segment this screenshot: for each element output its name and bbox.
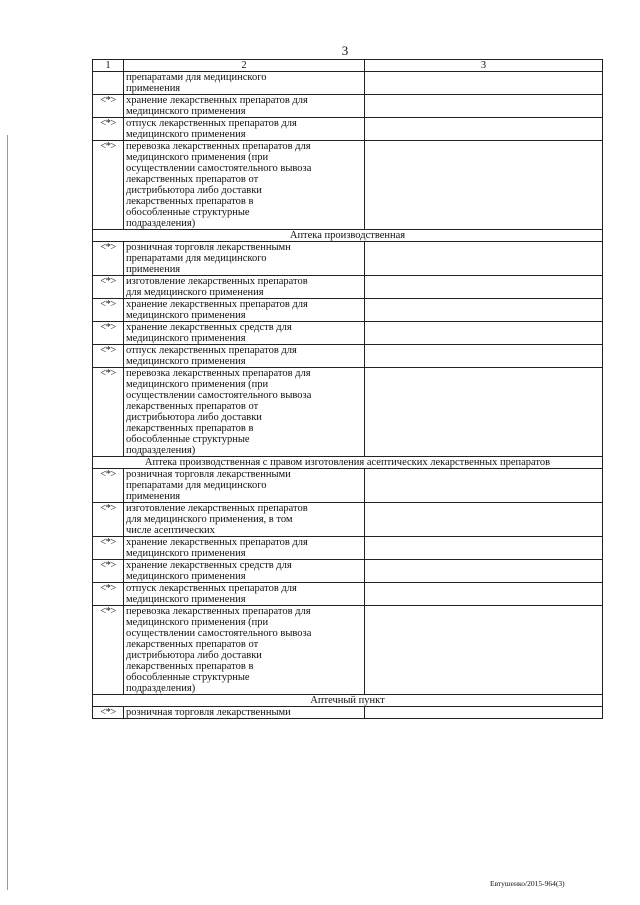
row-mark: <*>: [93, 469, 124, 503]
empty-cell: [365, 322, 603, 345]
row-mark: <*>: [93, 276, 124, 299]
row-mark: <*>: [93, 322, 124, 345]
empty-cell: [365, 276, 603, 299]
row-mark: <*>: [93, 583, 124, 606]
header-row: [93, 60, 603, 72]
table-row: [93, 276, 603, 299]
table-row: [93, 72, 603, 95]
empty-cell: [365, 242, 603, 276]
section-header-row: [93, 457, 603, 469]
table-row: [93, 95, 603, 118]
empty-cell: [365, 560, 603, 583]
activity-description: хранение лекарственных средств для медицинского применения: [124, 322, 365, 345]
activity-description: отпуск лекарственных препаратов для медицинского применения: [124, 583, 365, 606]
empty-cell: [365, 95, 603, 118]
table-row: [93, 707, 603, 719]
empty-cell: [365, 583, 603, 606]
row-mark: <*>: [93, 537, 124, 560]
activity-description: хранение лекарственных препаратов для медицинского применения: [124, 299, 365, 322]
table-row: [93, 560, 603, 583]
section-title: Аптечный пункт: [93, 695, 603, 707]
row-mark: <*>: [93, 242, 124, 276]
left-margin-line: [7, 135, 8, 890]
activity-description: хранение лекарственных средств для медицинского применения: [124, 560, 365, 583]
activity-description: хранение лекарственных препаратов для медицинского применения: [124, 95, 365, 118]
activity-description: розничная торговля лекарственными: [124, 707, 365, 719]
section-header-row: [93, 230, 603, 242]
activity-description: отпуск лекарственных препаратов для медицинского применения: [124, 345, 365, 368]
activity-description: препаратами для медицинского применения: [124, 72, 365, 95]
row-mark: <*>: [93, 606, 124, 695]
table-row: [93, 345, 603, 368]
table-row: [93, 141, 603, 230]
table-row: [93, 503, 603, 537]
activity-description: розничная торговля лекарственными препаратами для медицинского применения: [124, 469, 365, 503]
document-footer: Евтушенко/2015-964(3): [490, 879, 565, 888]
activity-description: изготовление лекарственных препаратов для медицинского применения: [124, 276, 365, 299]
activity-description: изготовление лекарственных препаратов для медицинского применения, в том числе асептических: [124, 503, 365, 537]
row-mark: <*>: [93, 707, 124, 719]
row-mark: <*>: [93, 299, 124, 322]
empty-cell: [365, 707, 603, 719]
activity-description: отпуск лекарственных препаратов для медицинского применения: [124, 118, 365, 141]
row-mark: [93, 72, 124, 95]
row-mark: <*>: [93, 95, 124, 118]
activity-description: перевозка лекарственных препаратов для медицинского применения (при осуществлении самостоятельного вывоза лекарственных препаратов от дистрибьютора либо доставки лекарственных препаратов в обособленные структурные подразделения): [124, 368, 365, 457]
row-mark: <*>: [93, 118, 124, 141]
table-row: [93, 368, 603, 457]
section-header-row: [93, 695, 603, 707]
column-header-2: 2: [124, 60, 365, 72]
empty-cell: [365, 299, 603, 322]
activity-description: розничная торговля лекарственнымн препаратами для медицинского применения: [124, 242, 365, 276]
empty-cell: [365, 72, 603, 95]
table-row: [93, 537, 603, 560]
table-row: [93, 242, 603, 276]
row-mark: <*>: [93, 141, 124, 230]
table-row: [93, 583, 603, 606]
table-row: [93, 606, 603, 695]
activity-description: перевозка лекарственных препаратов для медицинского применения (при осуществлении самостоятельного вывоза лекарственных препаратов от дистрибьютора либо доставки лекарственных препаратов в обособленные структурные подразделения): [124, 141, 365, 230]
empty-cell: [365, 606, 603, 695]
empty-cell: [365, 368, 603, 457]
empty-cell: [365, 345, 603, 368]
table-body: [93, 72, 603, 719]
table-row: [93, 118, 603, 141]
table-row: [93, 322, 603, 345]
empty-cell: [365, 537, 603, 560]
table-row: [93, 299, 603, 322]
section-title: Аптека производственная: [93, 230, 603, 242]
row-mark: <*>: [93, 560, 124, 583]
empty-cell: [365, 503, 603, 537]
empty-cell: [365, 141, 603, 230]
page-number: 3: [341, 43, 349, 58]
activity-description: хранение лекарственных препаратов для медицинского применения: [124, 537, 365, 560]
row-mark: <*>: [93, 345, 124, 368]
activities-table: [92, 59, 603, 719]
section-title: Аптека производственная с правом изготовления асептических лекарственных препаратов: [93, 457, 603, 469]
row-mark: <*>: [93, 503, 124, 537]
empty-cell: [365, 118, 603, 141]
column-header-3: 3: [365, 60, 603, 72]
row-mark: <*>: [93, 368, 124, 457]
activity-description: перевозка лекарственных препаратов для медицинского применения (при осуществлении самостоятельного вывоза лекарственных препаратов от дистрибьютора либо доставки лекарственных препаратов в обособленные структурные подразделения): [124, 606, 365, 695]
column-header-1: 1: [93, 60, 124, 72]
table-row: [93, 469, 603, 503]
empty-cell: [365, 469, 603, 503]
